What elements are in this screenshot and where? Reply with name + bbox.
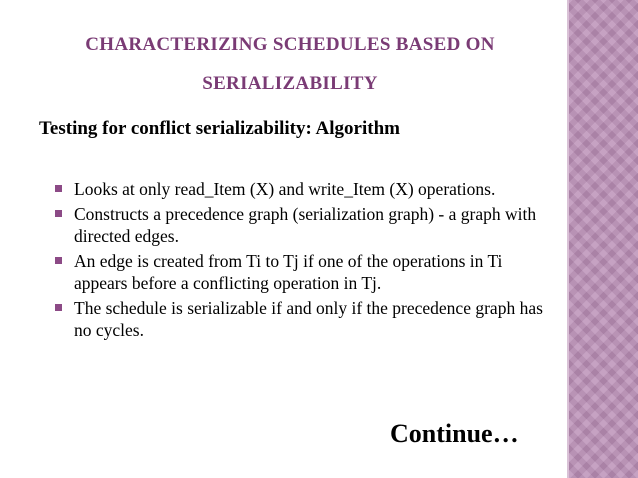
bullet-text: An edge is created from Ti to Tj if one of the operations in Ti appears before a conflicting operation in Tj.: [74, 251, 503, 293]
square-bullet-icon: [55, 185, 62, 192]
bullet-text: Constructs a precedence graph (serialization graph) - a graph with directed edges.: [74, 204, 537, 246]
square-bullet-icon: [55, 257, 62, 264]
slide-title-line-1: CHARACTERIZING SCHEDULES BASED ON: [85, 34, 495, 55]
bullet-item: [55, 250, 545, 294]
bullet-item: [55, 178, 545, 200]
bullet-text: Looks at only read_Item (X) and write_Item (X) operations.: [74, 179, 496, 199]
continue-label: Continue…: [390, 419, 519, 448]
square-bullet-icon: [55, 304, 62, 311]
slide-title-line-2: SERIALIZABILITY: [202, 73, 378, 94]
bullet-list: [55, 178, 545, 344]
decorative-side-band: [567, 0, 638, 478]
bullet-item: [55, 203, 545, 247]
slide-subtitle: Testing for conflict serializability: Algorithm: [39, 118, 400, 139]
bullet-text: The schedule is serializable if and only if the precedence graph has no cycles.: [74, 298, 543, 340]
square-bullet-icon: [55, 210, 62, 217]
bullet-item: [55, 297, 545, 341]
